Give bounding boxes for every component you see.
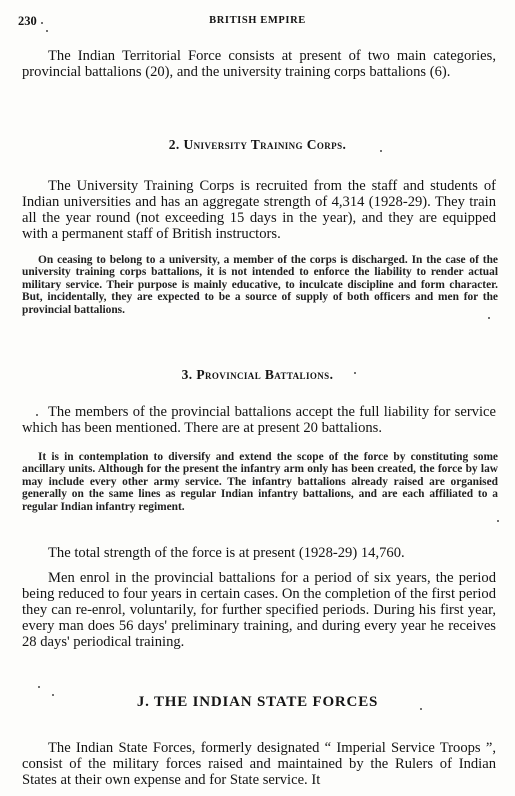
section-2-heading — [0, 137, 515, 153]
section-j-heading — [0, 694, 515, 711]
scan-speck — [36, 414, 38, 416]
scan-speck — [38, 686, 40, 688]
section-3-heading — [0, 367, 515, 383]
section-3-number: 3. — [181, 367, 193, 382]
scan-speck — [46, 30, 48, 32]
section-2-title: University Training Corps. — [183, 137, 347, 152]
scan-speck — [354, 372, 356, 374]
enrolment-paragraph: Men enrol in the provincial battalions for a period of six years, the period being reduced to four years in certain cases. On the completion of the first period they can re-enrol, voluntarily, for further specified periods. During his first year, every man does 56 days' preliminary training, and during every year he receives 28 days' periodical training. — [22, 570, 496, 650]
section-j-title: THE INDIAN STATE FORCES — [154, 694, 379, 710]
scan-speck — [497, 520, 499, 522]
section-2-paragraph: The University Training Corps is recruited from the staff and students of Indian universities and has an aggregate strength of 4,314 (1928-29). They train all the year round (not exceeding 15 days in the year), and they are equipped with a permanent staff of British instructors. — [22, 178, 496, 242]
page-number: 230 — [18, 14, 37, 28]
scan-speck — [420, 708, 422, 710]
scan-speck — [41, 22, 43, 24]
strength-line: The total strength of the force is at present (1928-29) 14,760. — [48, 545, 405, 561]
section-2-number: 2. — [168, 137, 180, 152]
intro-paragraph: The Indian Territorial Force consists at present of two main categories, provincial battalions (20), and the university training corps battalions (6). — [22, 48, 496, 80]
section-j-paragraph: The Indian State Forces, formerly designated “ Imperial Service Troops ”, consist of the military forces raised and maintained by the Rulers of Indian States at their own expense and for State service. It — [22, 740, 496, 788]
running-head — [18, 14, 497, 30]
section-3-note: It is in contemplation to diversify and extend the scope of the force by constituting some ancillary units. Although for the present the infantry arm only has been created, the force by law may include every other army service. The infantry battalions already raised are organised generally on the same lines as regular Indian infantry battalions, and are each affiliated to a regular Indian infantry regiment. — [22, 451, 498, 513]
section-3-paragraph: The members of the provincial battalions accept the full liability for service which has been mentioned. There are at present 20 battalions. — [22, 404, 496, 436]
running-title: BRITISH EMPIRE — [209, 15, 306, 26]
scan-speck — [52, 694, 54, 696]
scan-speck — [488, 317, 490, 319]
scan-speck — [380, 150, 382, 152]
section-3-title: Provincial Battalions. — [196, 367, 334, 382]
section-j-letter: J. — [136, 694, 150, 710]
section-2-note: On ceasing to belong to a university, a member of the corps is discharged. In the case of the university training corps battalions, it is not intended to enforce the liability to render actual military service. Their purpose is mainly educative, to inculcate discipline and form character. But, incidentally, they are expected to be a source of supply of both officers and men for the provincial battalions. — [22, 254, 498, 316]
